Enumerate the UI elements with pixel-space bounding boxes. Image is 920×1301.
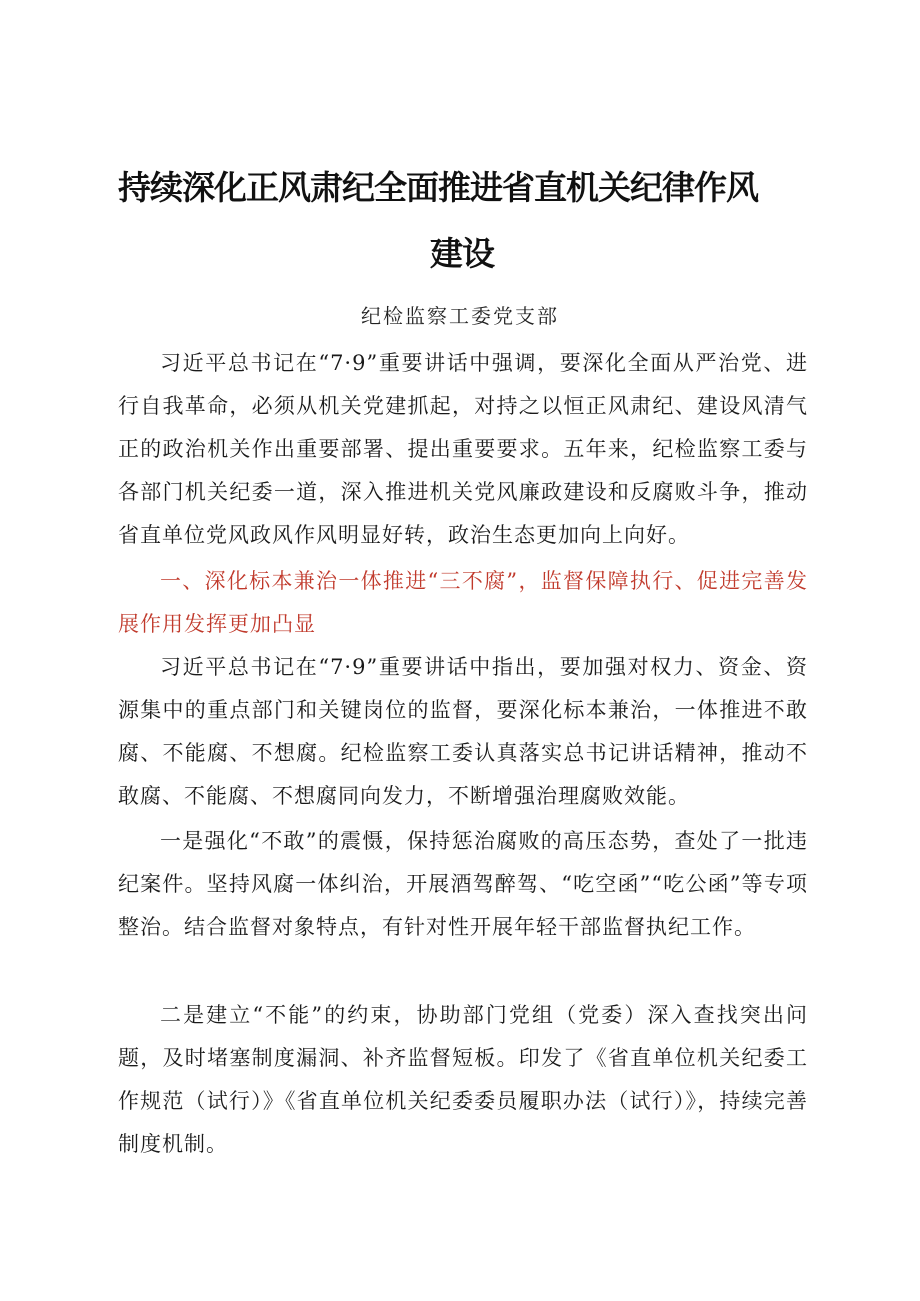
author-line: 纪检监察工委党支部	[361, 304, 559, 328]
paragraph-intro: 习近平总书记在“7·9”重要讲话中强调，要深化全面从严治党、进行自我革命，必须从机关党建抓起，对持之以恒正风肃纪、建设风清气正的政治机关作出重要部署、提出重要要求。五年来，纪检监察工委与各部门机关纪委一道，深入推进机关党风廉政建设和反腐败斗争，推动省直单位党风政风作风明显好转，政治生态更加向上向好。	[118, 351, 808, 547]
section-heading-1: 一、深化标本兼治一体推进“三不腐”，监督保障执行、促进完善发展作用发挥更加凸显	[118, 569, 808, 636]
paragraph-point-1: 一是强化“不敢”的震慑，保持惩治腐败的高压态势，查处了一批违纪案件。坚持风腐一体纠治，开展酒驾醉驾、“吃空函”“吃公函”等专项整治。结合监督对象特点，有针对性开展年轻干部监督执纪工作。	[118, 829, 808, 939]
paragraph-point-2: 二是建立“不能”的约束，协助部门党组（党委）深入查找突出问题，及时堵塞制度漏洞、补齐监督短板。印发了《省直单位机关纪委工作规范（试行）》《省直单位机关纪委委员履职办法（试行）》，持续完善制度机制。	[118, 1003, 808, 1156]
paragraph-section1-intro: 习近平总书记在“7·9”重要讲话中指出，要加强对权力、资金、资源集中的重点部门和关键岗位的监督，要深化标本兼治，一体推进不敢腐、不能腐、不想腐。纪检监察工委认真落实总书记讲话精神，推动不敢腐、不能腐、不想腐同向发力，不断增强治理腐败效能。	[118, 655, 808, 808]
document-title-line2: 建设	[430, 234, 494, 273]
document-title-line1: 持续深化正风肃纪全面推进省直机关纪律作风	[118, 168, 758, 207]
